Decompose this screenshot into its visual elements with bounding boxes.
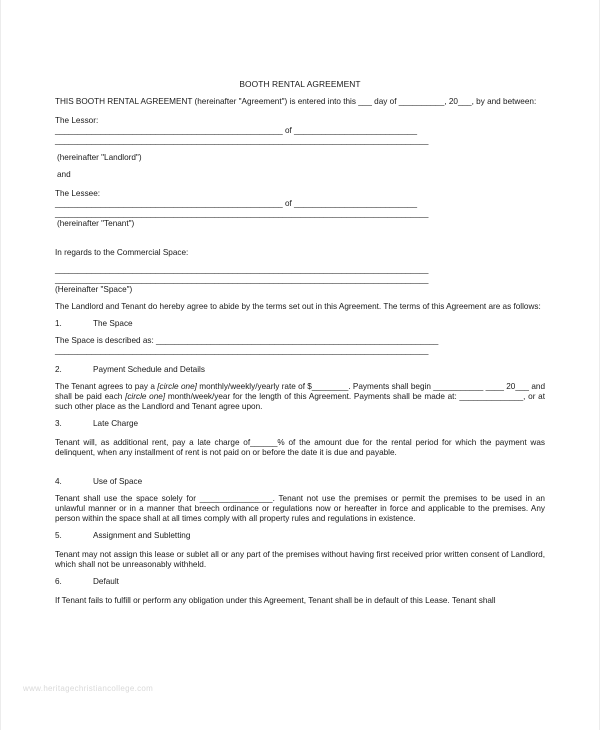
- section-heading-space: [55, 319, 545, 329]
- space-label: In regards to the Commercial Space:: [55, 248, 189, 257]
- payment-text-b: monthly/weekly/yearly rate of $________. Payments shall begin ___________ ____ 20___ and shall be paid each: [55, 382, 545, 401]
- space-description-line-1: The Space is described as: ______________________________________________________________: [55, 336, 439, 345]
- and-conjunction: and: [57, 170, 71, 179]
- lessor-blank-line-2: __________________________________________________________________________________: [55, 136, 429, 145]
- space-description-line-2: __________________________________________________________________________________: [55, 346, 429, 355]
- section-number: 5.: [55, 531, 62, 540]
- circle-one-note: [circle one]: [157, 382, 197, 391]
- document-title: BOOTH RENTAL AGREEMENT: [239, 79, 361, 89]
- circle-one-note: [circle one]: [125, 392, 166, 401]
- section-number: 1.: [55, 319, 62, 328]
- section-title: Payment Schedule and Details: [93, 365, 205, 374]
- tenant-designation: (hereinafter "Tenant"): [57, 219, 135, 228]
- section-number: 4.: [55, 477, 62, 486]
- lessor-label: The Lessor:: [55, 116, 99, 125]
- section-heading-default: [55, 577, 545, 587]
- payment-paragraph: [55, 382, 545, 412]
- intro-paragraph: THIS BOOTH RENTAL AGREEMENT (hereinafter "Agreement") is entered into this ___ day of __________, 20___, by and between:: [55, 97, 537, 106]
- landlord-designation: (hereinafter "Landlord"): [57, 153, 142, 162]
- section-title: Assignment and Subletting: [93, 531, 191, 540]
- section-number: 2.: [55, 365, 62, 374]
- section-heading-late-charge: [55, 419, 545, 429]
- section-number: 6.: [55, 577, 62, 586]
- default-paragraph: If Tenant fails to fulfill or perform any obligation under this Agreement, Tenant shall be in default of this Lease. Tenant shall: [55, 596, 496, 605]
- section-title: Late Charge: [93, 419, 139, 428]
- space-designation: (Hereinafter "Space"): [55, 285, 133, 294]
- lessee-blank-line-2: __________________________________________________________________________________: [55, 209, 429, 218]
- section-heading-payment: [55, 365, 545, 375]
- lessee-label: The Lessee:: [55, 189, 101, 198]
- lessee-blank-line-1: __________________________________________________ of ___________________________: [55, 199, 417, 208]
- watermark-text: www.heritagechristiancollege.com: [23, 684, 154, 693]
- section-heading-assignment: [55, 531, 545, 541]
- lessor-blank-line-1: __________________________________________________ of ___________________________: [55, 126, 417, 135]
- section-title: Use of Space: [93, 477, 143, 486]
- payment-text-c: month/week/year for the length of this Agreement. Payments shall be made at: ______________, or at such other place as the Landlord and Tenant agree upon.: [55, 392, 546, 411]
- late-charge-paragraph: Tenant will, as additional rent, pay a late charge of______% of the amount due for the rental period for which the payment was delinquent, when any installment of rent is not paid on or before the date it is due and payable.: [55, 438, 545, 457]
- agreement-body: [55, 79, 545, 606]
- space-blank-line-2: __________________________________________________________________________________: [55, 275, 429, 284]
- agreement-terms-paragraph: The Landlord and Tenant do hereby agree to abide by the terms set out in this Agreement. The terms of this Agreement are as follows:: [55, 302, 541, 311]
- payment-text-a: The Tenant agrees to pay a: [55, 382, 158, 391]
- section-title: The Space: [93, 319, 133, 328]
- section-title: Default: [93, 577, 119, 586]
- section-number: 3.: [55, 419, 62, 428]
- section-heading-use-of-space: [55, 477, 545, 487]
- assignment-paragraph: Tenant may not assign this lease or sublet all or any part of the premises without having first received prior written consent of Landlord, which shall not be unreasonably withheld.: [55, 550, 545, 569]
- space-blank-line-1: __________________________________________________________________________________: [55, 265, 429, 274]
- use-of-space-paragraph: Tenant shall use the space solely for ________________. Tenant not use the premises or permit the premises to be used in an unlawful manner or in a manner that breech ordinance or regulations now or hereafter in force and applicable to the premises. Any person within the space shall at all times comply with all property rules and regulations in existence.: [55, 494, 545, 523]
